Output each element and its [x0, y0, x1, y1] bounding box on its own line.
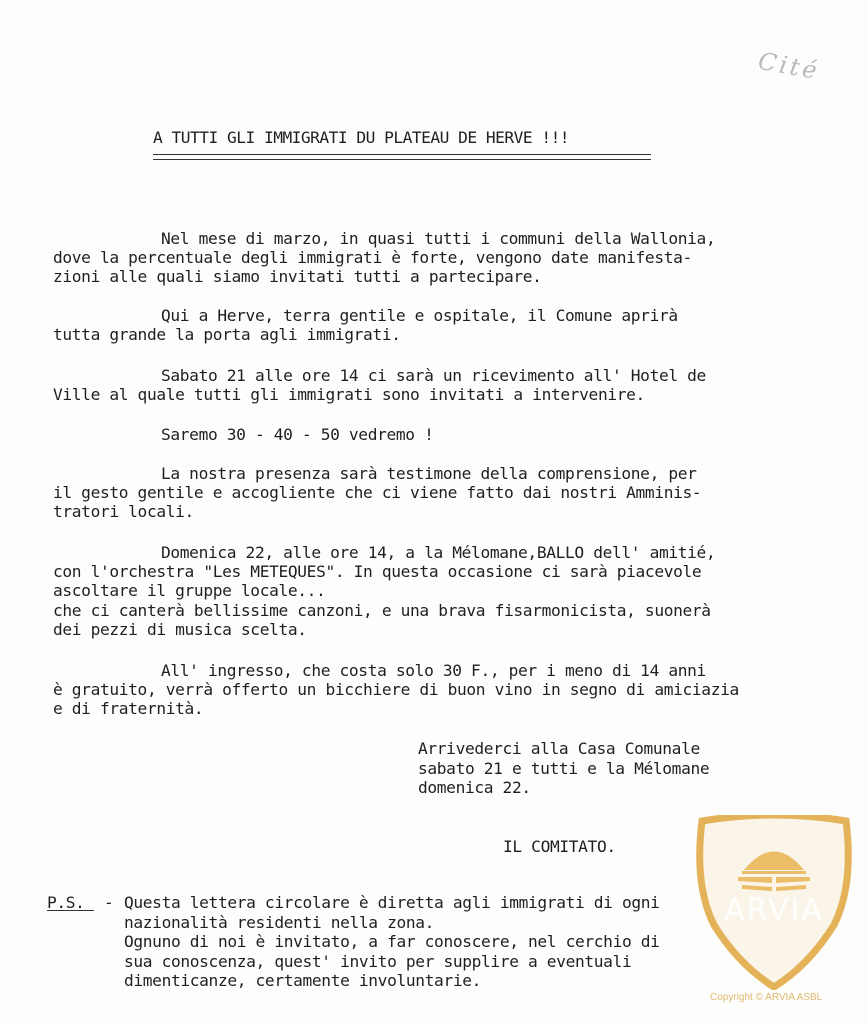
paragraph-6-line-3: ascoltare il gruppe locale... — [53, 581, 326, 600]
title-underline-second — [153, 159, 651, 160]
ps-dash: - — [104, 893, 114, 912]
arvia-logo-text: ARVIA — [724, 893, 824, 928]
closing-line-3: domenica 22. — [418, 778, 531, 797]
paragraph-7-line-2: è gratuito, verrà offerto un bicchiere di buon vino in segno di amiciazia — [53, 680, 739, 699]
ps-label-underline — [47, 910, 94, 911]
signature: IL COMITATO. — [503, 837, 616, 856]
paragraph-2-line-2: tutta grande la porta agli immigrati. — [53, 325, 401, 344]
document-title: A TUTTI GLI IMMIGRATI DU PLATEAU DE HERVE !!! — [153, 128, 570, 147]
ps-line-2: nazionalità residenti nella zona. — [124, 913, 435, 932]
ps-line-4: sua conoscenza, quest' invito per supplire a eventuali — [124, 952, 632, 971]
paragraph-3-line-1: Sabato 21 alle ore 14 ci sarà un ricevimento all' Hotel de — [161, 366, 706, 385]
paragraph-7-line-1: All' ingresso, che costa solo 30 F., per i meno di 14 anni — [161, 661, 706, 680]
paragraph-1-line-1: Nel mese di marzo, in quasi tutti i communi della Wallonia, — [161, 229, 716, 248]
handwritten-note: Cité — [756, 46, 822, 86]
ps-line-5: dimenticanze, certamente involuntarie. — [124, 971, 482, 990]
paragraph-6-line-4: che ci canterà bellissime canzoni, e una brava fisarmonicista, suonerà — [53, 601, 711, 620]
paragraph-6-line-2: con l'orchestra "Les METEQUES". In questa occasione ci sarà piacevole — [53, 562, 702, 581]
paragraph-1-line-3: zioni alle quali siamo invitati tutti a partecipare. — [53, 267, 542, 286]
paragraph-5-line-3: tratori locali. — [53, 502, 194, 521]
ps-line-1: Questa lettera circolare è diretta agli immigrati di ogni — [124, 893, 660, 912]
copyright-notice: Copyright © ARVIA ASBL — [710, 992, 823, 1003]
paragraph-5-line-1: La nostra presenza sarà testimone della comprensione, per — [161, 464, 697, 483]
ps-line-3: Ognuno di noi è invitato, a far conoscere, nel cerchio di — [124, 932, 660, 951]
paragraph-5-line-2: il gesto gentile e accogliente che ci viene fatto dai nostri Amminis- — [53, 483, 702, 502]
title-underline — [153, 154, 651, 155]
closing-line-1: Arrivederci alla Casa Comunale — [418, 739, 700, 758]
ps-label: P.S. — [47, 893, 85, 912]
paragraph-2-line-1: Qui a Herve, terra gentile e ospitale, il Comune aprirà — [161, 306, 678, 325]
paragraph-6-line-1: Domenica 22, alle ore 14, a la Mélomane,BALLO dell' amitié, — [161, 543, 716, 562]
paragraph-7-line-3: e di fraternità. — [53, 699, 204, 718]
closing-line-2: sabato 21 e tutti e la Mélomane — [418, 759, 710, 778]
paragraph-6-line-5: dei pezzi di musica scelta. — [53, 620, 307, 639]
paragraph-4-line-1: Saremo 30 - 40 - 50 vedremo ! — [161, 425, 434, 444]
paragraph-1-line-2: dove la percentuale degli immigrati è forte, vengono date manifesta- — [53, 248, 692, 267]
paragraph-3-line-2: Ville al quale tutti gli immigrati sono invitati a intervenire. — [53, 385, 645, 404]
